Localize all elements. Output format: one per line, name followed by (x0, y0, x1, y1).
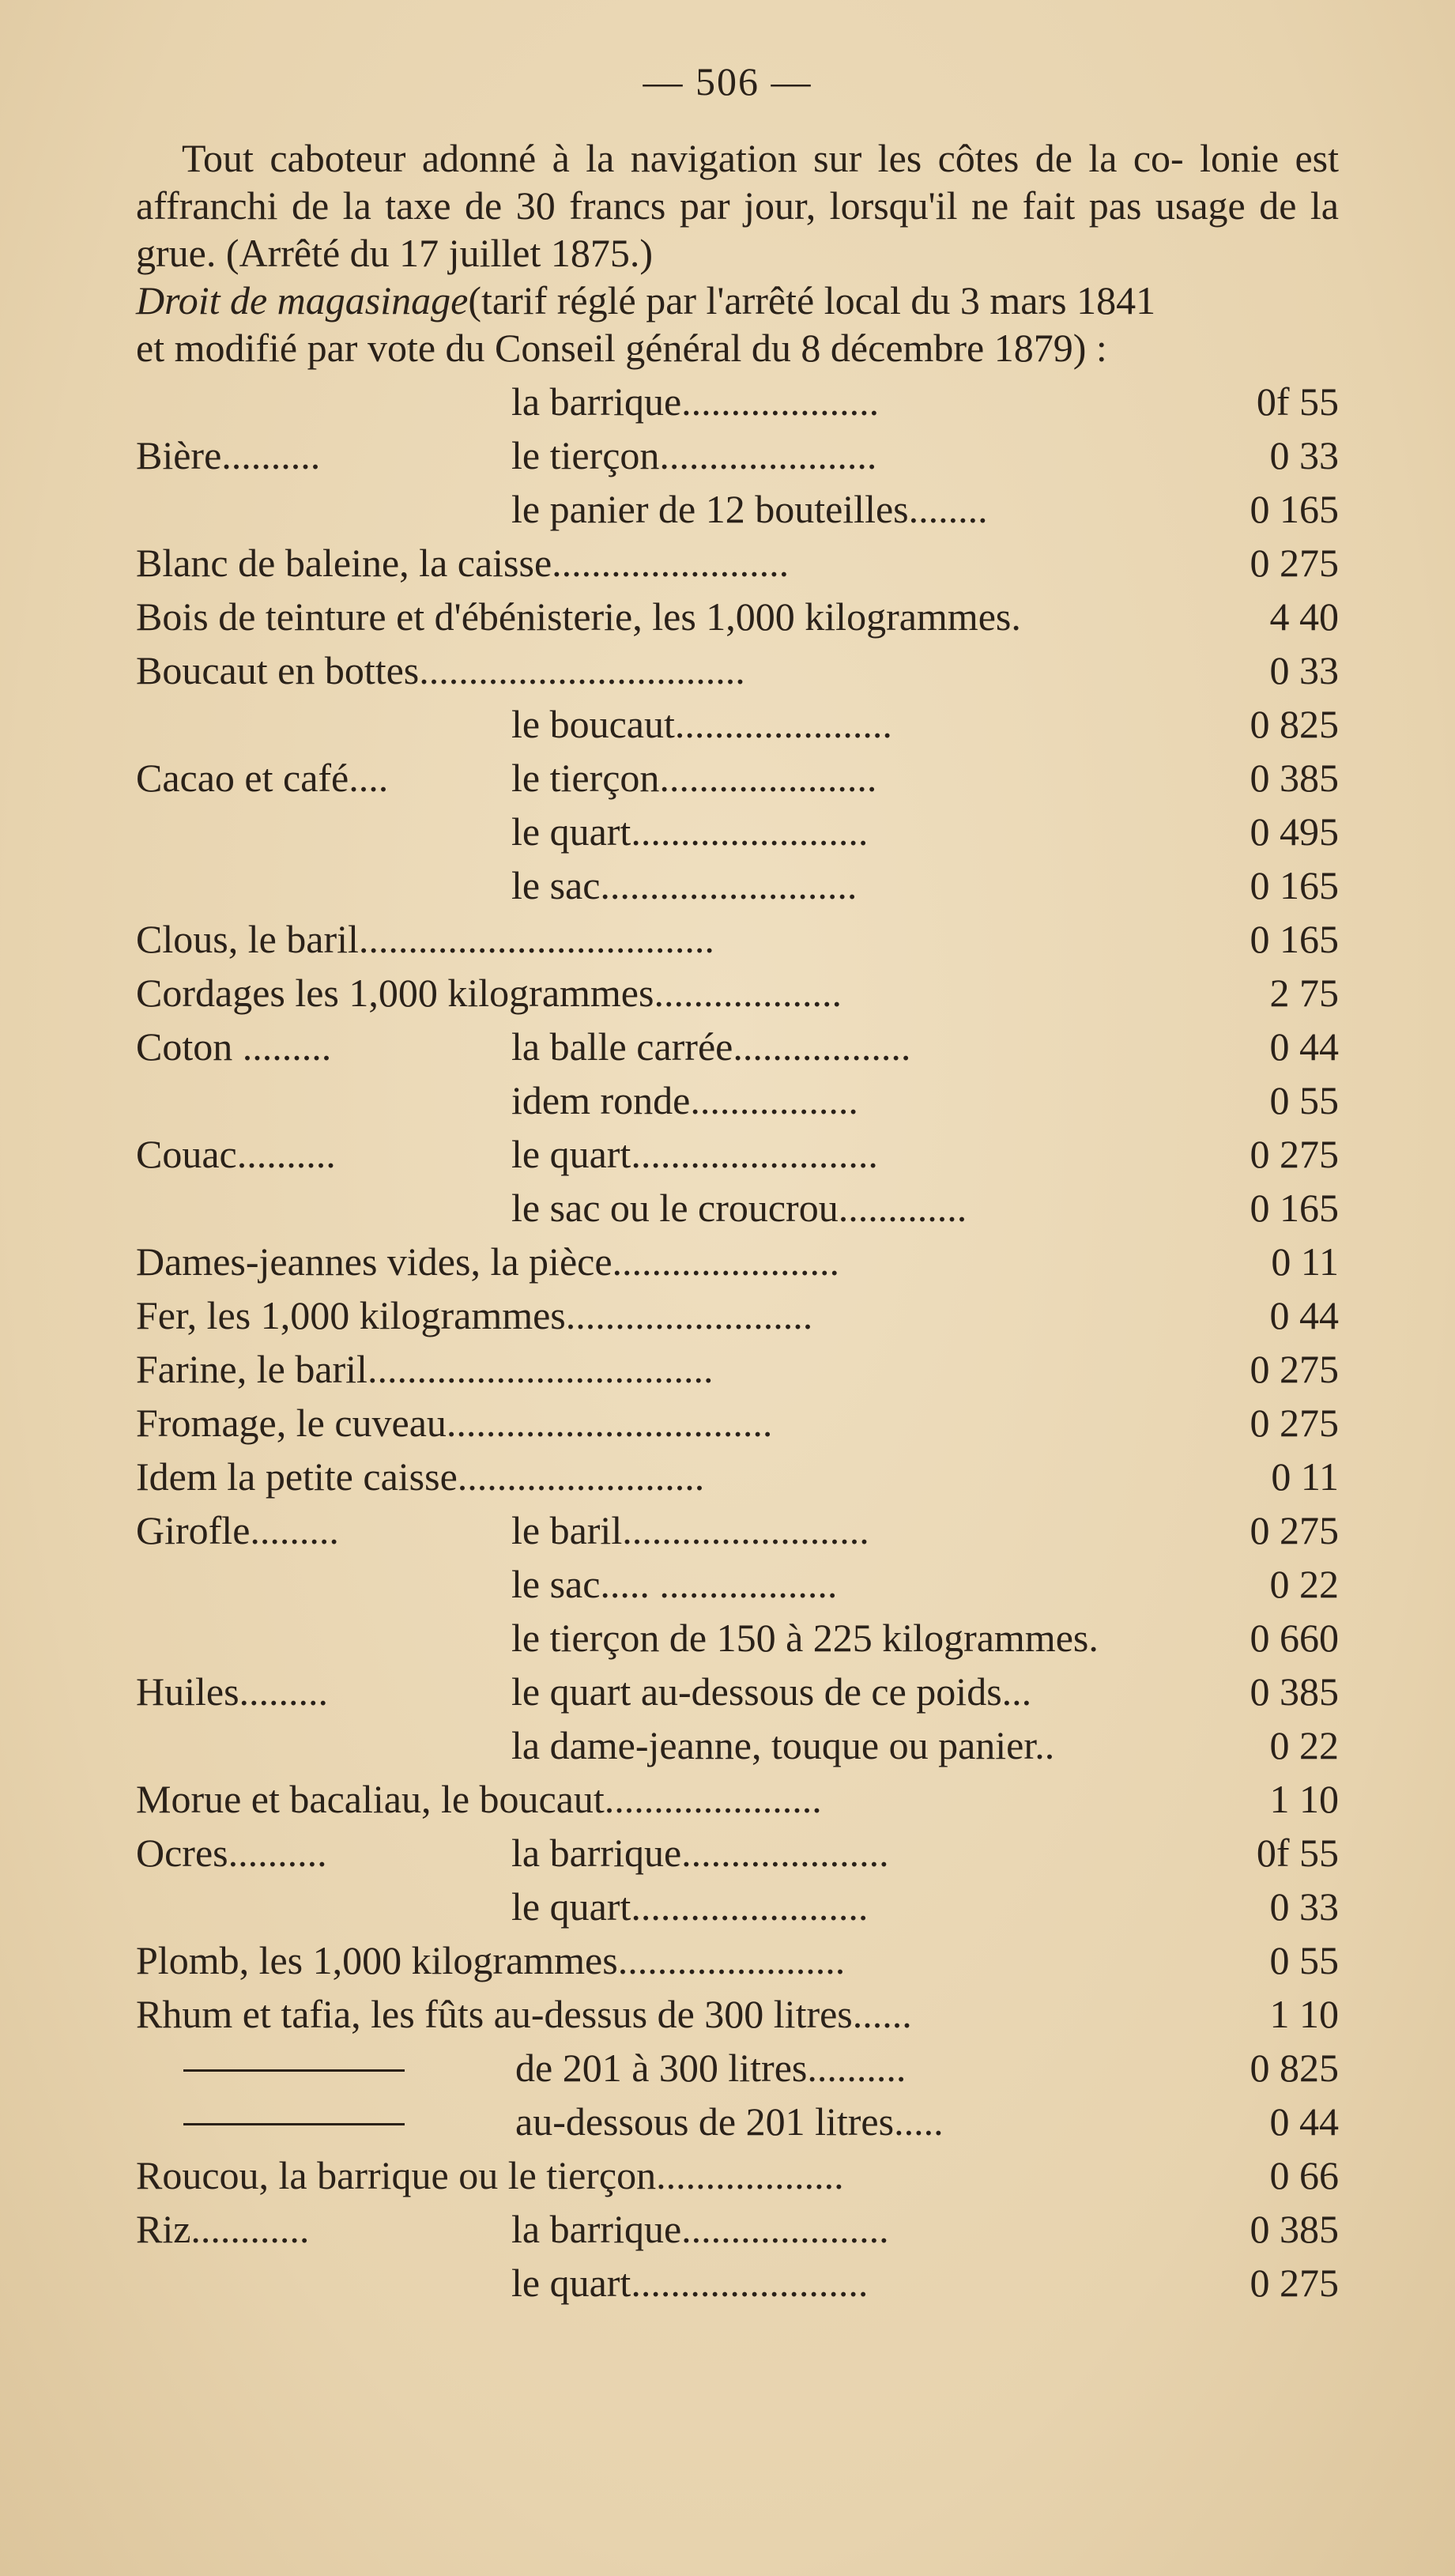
tariff-row (136, 915, 1339, 969)
tariff-label: Huiles......... (136, 1669, 329, 1714)
tariff-sub-label: le quart........................ (511, 1884, 869, 1929)
tariff-row (136, 1130, 1339, 1184)
intro-line-2: lonie est affranchi de la taxe de 30 francs par jour, lorsqu'il ne (136, 136, 1339, 228)
tariff-row (136, 1023, 1339, 1077)
tariff-list (136, 378, 1339, 2313)
tariff-label: Plomb, les 1,000 kilogrammes....................... (136, 1938, 846, 1982)
tariff-sub-label: le quart......................... (511, 1132, 878, 1176)
tariff-label: Bière.......... (136, 433, 321, 477)
ditto-dash (183, 2069, 405, 2072)
tariff-row (136, 1990, 1339, 2044)
tariff-value: 0 22 (1269, 1723, 1339, 1767)
tariff-sub-label: le quart........................ (511, 2261, 869, 2305)
tariff-value: 0 165 (1250, 487, 1339, 531)
tariff-sub-label: le sac..... .................. (511, 1562, 838, 1606)
tariff-value: 0 11 (1271, 1454, 1339, 1499)
tariff-label: Dames-jeannes vides, la pièce....................... (136, 1239, 840, 1284)
tariff-value: 0 44 (1269, 1293, 1339, 1337)
tariff-sub-label: la barrique..................... (511, 1831, 889, 1875)
tariff-label: Boucaut en bottes................................. (136, 648, 745, 692)
tariff-label: Riz............ (136, 2207, 310, 2251)
tariff-value: 0 660 (1250, 1616, 1339, 1660)
tariff-sub-label: le sac.......................... (511, 863, 858, 907)
tariff-row (136, 539, 1339, 593)
tariff-row (136, 647, 1339, 700)
tariff-value: 0 825 (1250, 702, 1339, 746)
tariff-row (136, 432, 1339, 485)
tariff-row (136, 1775, 1339, 1829)
tariff-row (136, 485, 1339, 539)
tariff-row (136, 1937, 1339, 1990)
tariff-value: 0 55 (1269, 1938, 1339, 1982)
tariff-label: Morue et bacaliau, le boucaut...................... (136, 1777, 822, 1821)
tariff-row (136, 2098, 1339, 2152)
tariff-row (136, 1507, 1339, 1560)
tariff-value: 2 75 (1269, 971, 1339, 1015)
tariff-value: 0 165 (1250, 917, 1339, 961)
tariff-row (136, 1829, 1339, 1883)
tariff-label: Roucou, la barrique ou le tierçon................... (136, 2153, 844, 2197)
tariff-value: 0 825 (1250, 2046, 1339, 2090)
tariff-value: 0 44 (1269, 2099, 1339, 2144)
tariff-value: 0 33 (1269, 648, 1339, 692)
tariff-label: Clous, le baril.................................... (136, 917, 714, 961)
intro-line-3: fait pas usage de la grue. (Arrêté du 17 juillet 1875.) (136, 183, 1340, 275)
tariff-sub-label: le quart........................ (511, 809, 869, 854)
tariff-value: 0 165 (1250, 1186, 1339, 1230)
tariff-label: Cordages les 1,000 kilogrammes................... (136, 971, 842, 1015)
intro-line-1: Tout caboteur adonné à la navigation sur les côtes de la co- (182, 136, 1184, 180)
tariff-row (136, 862, 1339, 915)
tariff-row (136, 700, 1339, 754)
tariff-value: 0 275 (1250, 1401, 1339, 1445)
tariff-row (136, 1722, 1339, 1775)
tariff-value: 0 385 (1250, 756, 1339, 800)
tariff-label: Bois de teinture et d'ébénisterie, les 1,000 kilogrammes. (136, 594, 1021, 639)
tariff-row (136, 378, 1339, 432)
tariff-row (136, 2205, 1339, 2259)
tariff-sub-label: la dame-jeanne, touque ou panier.. (511, 1723, 1055, 1767)
tariff-value: 1 10 (1269, 1992, 1339, 2036)
droit-paragraph (136, 277, 1339, 324)
tariff-label: Coton ......... (136, 1024, 332, 1069)
tariff-label: Farine, le baril................................... (136, 1347, 714, 1391)
tariff-value: 0 275 (1250, 541, 1339, 585)
tariff-row (136, 754, 1339, 808)
tariff-sub-label: idem ronde................. (511, 1078, 858, 1122)
tariff-value: 0 22 (1269, 1562, 1339, 1606)
tariff-value: 0 44 (1269, 1024, 1339, 1069)
tariff-value: 1 10 (1269, 1777, 1339, 1821)
tariff-row (136, 2152, 1339, 2205)
tariff-label: Blanc de baleine, la caisse........................ (136, 541, 790, 585)
tariff-row (136, 1883, 1339, 1937)
tariff-value: 0f 55 (1256, 1831, 1339, 1875)
tariff-row (136, 1184, 1339, 1238)
tariff-value: 0 165 (1250, 863, 1339, 907)
tariff-row (136, 1399, 1339, 1453)
tariff-label: Fer, les 1,000 kilogrammes......................... (136, 1293, 813, 1337)
tariff-row (136, 1077, 1339, 1130)
tariff-label: Fromage, le cuveau................................. (136, 1401, 773, 1445)
tariff-sub-label: le panier de 12 bouteilles........ (511, 487, 988, 531)
tariff-row (136, 1560, 1339, 1614)
droit-title: Droit de magasinage (136, 278, 469, 322)
tariff-label: Idem la petite caisse......................... (136, 1454, 705, 1499)
tariff-row (136, 2044, 1339, 2098)
tariff-row (136, 2259, 1339, 2313)
tariff-row (136, 969, 1339, 1023)
droit-rest: (tarif réglé par l'arrêté local du 3 mars 1841 (468, 278, 1156, 322)
tariff-value: 0 275 (1250, 1347, 1339, 1391)
tariff-value: 0 275 (1250, 2261, 1339, 2305)
tariff-value: 0 66 (1269, 2153, 1339, 2197)
tariff-sub-label: de 201 à 300 litres.......... (515, 2046, 907, 2090)
tariff-label: Rhum et tafia, les fûts au-dessus de 300 litres...... (136, 1992, 912, 2036)
tariff-sub-label: la balle carrée.................. (511, 1024, 911, 1069)
tariff-row (136, 1453, 1339, 1507)
tariff-value: 4 40 (1269, 594, 1339, 639)
tariff-value: 0 11 (1271, 1239, 1339, 1284)
tariff-sub-label: le tierçon...................... (511, 433, 877, 477)
tariff-label: Girofle......... (136, 1508, 339, 1552)
tariff-sub-label: la barrique.................... (511, 379, 880, 424)
tariff-sub-label: le boucaut...................... (511, 702, 892, 746)
tariff-label: Cacao et café.... (136, 756, 389, 800)
page-number: — 506 — (643, 59, 812, 104)
tariff-sub-label: le quart au-dessous de ce poids... (511, 1669, 1032, 1714)
tariff-row (136, 1292, 1339, 1345)
tariff-sub-label: la barrique..................... (511, 2207, 889, 2251)
tariff-sub-label: le baril......................... (511, 1508, 869, 1552)
tariff-value: 0 33 (1269, 433, 1339, 477)
tariff-value: 0 385 (1250, 2207, 1339, 2251)
ditto-dash (183, 2123, 405, 2125)
tariff-value: 0 495 (1250, 809, 1339, 854)
tariff-row (136, 1345, 1339, 1399)
tariff-row (136, 1238, 1339, 1292)
tariff-sub-label: le tierçon...................... (511, 756, 877, 800)
intro-line-5: et modifié par vote du Conseil général du 8 décembre 1879) : (136, 326, 1107, 370)
tariff-row (136, 808, 1339, 862)
tariff-row (136, 593, 1339, 647)
tariff-value: 0 33 (1269, 1884, 1339, 1929)
tariff-label: Ocres.......... (136, 1831, 327, 1875)
tariff-label: Couac.......... (136, 1132, 336, 1176)
tariff-sub-label: le sac ou le croucrou............. (511, 1186, 967, 1230)
intro-paragraph (136, 134, 1339, 277)
text-block (136, 134, 1339, 2313)
tariff-value: 0 55 (1269, 1078, 1339, 1122)
tariff-row (136, 1668, 1339, 1722)
tariff-row (136, 1614, 1339, 1668)
tariff-value: 0 275 (1250, 1132, 1339, 1176)
tariff-value: 0 275 (1250, 1508, 1339, 1552)
tariff-sub-label: le tierçon de 150 à 225 kilogrammes. (511, 1616, 1099, 1660)
tariff-sub-label: au-dessous de 201 litres..... (515, 2099, 944, 2144)
tariff-value: 0 385 (1250, 1669, 1339, 1714)
tariff-value: 0f 55 (1256, 379, 1339, 424)
